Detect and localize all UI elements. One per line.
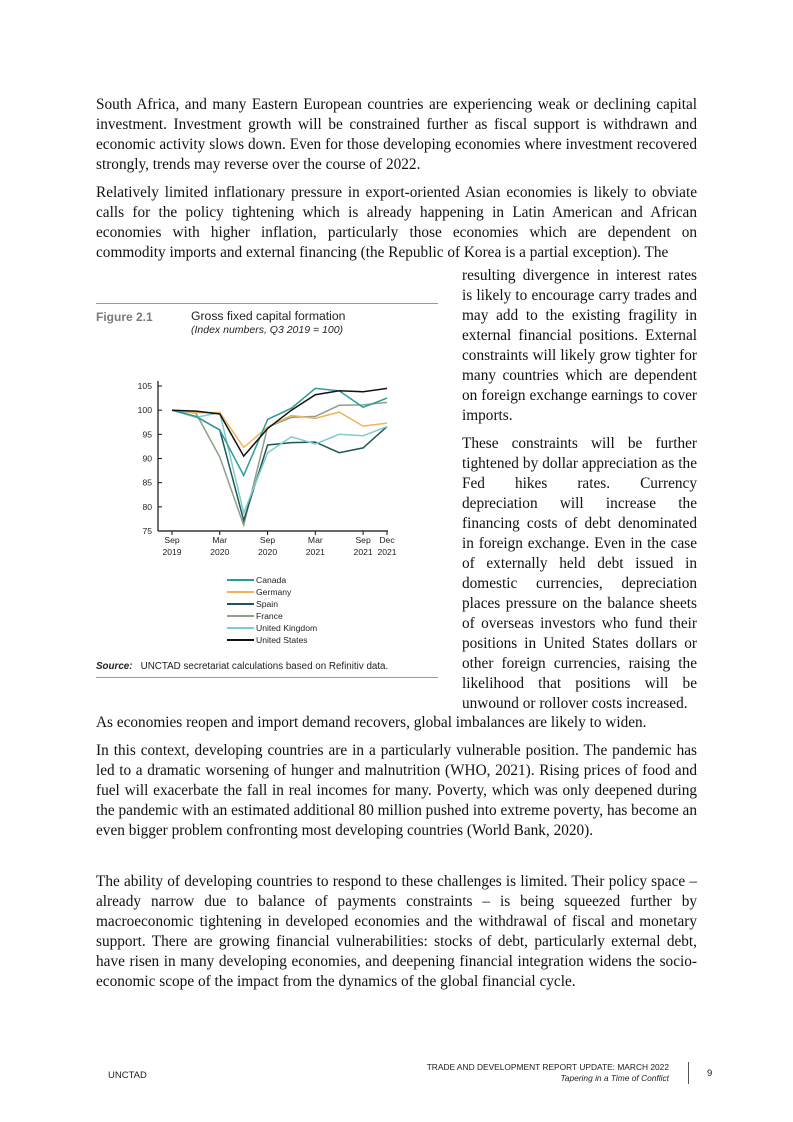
y-tick-label: 90 <box>142 453 152 464</box>
paragraph-constraints: These constraints will be further tightened by dollar appreciation as the Fed hikes rates. Currency depreciation will increase the financing costs of debt denominated in foreign exchange. Even in the case of externally held debt issued in domestic currencies, depreciation places pressure on the balance sheets of overseas investors who fund their positions in United States dollars or other foreign currencies, raising the likelihood that positions will be unwound or rollover costs increased. <box>462 435 697 712</box>
line-chart <box>96 363 438 563</box>
legend-label: Spain <box>256 599 278 609</box>
legend-swatch <box>227 615 254 617</box>
x-tick-label: 2020 <box>257 547 278 557</box>
footer-report-title: TRADE AND DEVELOPMENT REPORT UPDATE: MARCH 2022 <box>426 1062 669 1072</box>
figure-label: Figure 2.1 <box>96 310 153 324</box>
legend-label: Germany <box>256 587 292 597</box>
y-tick-label: 100 <box>137 405 152 416</box>
legend-swatch <box>227 627 254 629</box>
figure-title: Gross fixed capital formation <box>191 309 346 323</box>
x-tick-label: Mar <box>307 535 323 545</box>
legend-item-canada <box>227 574 317 586</box>
footer-report-info <box>427 1062 669 1084</box>
paragraph-global-imbalances: As economies reopen and import demand recovers, global imbalances are likely to widen. <box>96 714 647 731</box>
x-tick-label: 2021 <box>377 547 397 557</box>
legend-swatch <box>227 603 254 605</box>
page-number: 9 <box>707 1068 713 1079</box>
paragraph-vulnerable-position: In this context, developing countries are in a particularly vulnerable position. The pandemic has led to a dramatic worsening of hunger and malnutrition (WHO, 2021). Rising prices of food and fuel will exacerbate the fall in real incomes for many. Poverty, which was only deepened during the pandemic with an estimated additional 80 million pushed into extreme poverty, has become an even bigger problem confronting most developing countries (World Bank, 2020). <box>96 742 697 839</box>
x-tick-label: Dec <box>379 535 395 545</box>
figure-bottom-rule <box>96 677 438 678</box>
series-line-spain <box>172 410 387 520</box>
source-label: Source: <box>96 661 133 672</box>
legend-item-germany <box>227 586 317 598</box>
x-tick-label: Sep <box>259 535 276 545</box>
legend-item-united-states <box>227 634 317 646</box>
y-tick-label: 80 <box>142 501 152 512</box>
series-line-united-kingdom <box>172 410 387 513</box>
paragraph-divergence-continued: resulting divergence in interest rates is likely to encourage carry trades and may add to the existing fragility in external financial positions. External constraints will likely grow tighter for many countries which are dependent on foreign exchange earnings to cover imports. <box>462 267 697 424</box>
paragraph-policy-space: The ability of developing countries to respond to these challenges is limited. Their policy space – already narrow due to balance of payments constraints – is being squeezed further by macroeconomic tightening in developed economies and the withdrawal of fiscal and monetary support. There are growing financial vulnerabilities: stocks of debt, particularly external debt, have risen in many developing economies, and deepening financial integration widens the socio-economic scope of the impact from the dynamics of the global financial cycle. <box>96 873 697 990</box>
footer-divider <box>688 1062 689 1084</box>
y-tick-label: 95 <box>142 429 152 440</box>
x-tick-label: 2020 <box>210 547 230 557</box>
legend-swatch <box>227 639 254 641</box>
y-tick-label: 85 <box>142 477 152 488</box>
footer-report-subtitle: Tapering in a Time of Conflict <box>560 1073 669 1083</box>
legend-item-spain <box>227 598 317 610</box>
series-line-canada <box>172 388 387 475</box>
chart-legend <box>227 574 317 646</box>
legend-swatch <box>227 591 254 593</box>
y-tick-label: 75 <box>142 526 152 536</box>
legend-item-united-kingdom <box>227 622 317 634</box>
footer-publisher: UNCTAD <box>108 1070 147 1081</box>
paragraph-inflationary-pressure: Relatively limited inflationary pressure in export-oriented Asian economies is likely to obviate calls for the policy tightening which is already happening in Latin American and African economies with higher inflation, particularly those economies which are dependent on commodity imports and external financing (the Republic of Korea is a partial exception). The <box>96 184 697 261</box>
x-tick-label: 2021 <box>305 547 325 557</box>
legend-label: United States <box>256 635 308 645</box>
figure-2-1 <box>96 303 438 679</box>
legend-item-france <box>227 610 317 622</box>
legend-label: France <box>256 611 283 621</box>
figure-source <box>96 661 388 672</box>
x-tick-label: Sep <box>164 535 180 545</box>
legend-label: Canada <box>256 575 287 585</box>
legend-label: United Kingdom <box>256 623 318 633</box>
legend-swatch <box>227 579 254 581</box>
x-tick-label: 2019 <box>162 547 182 557</box>
y-tick-label: 105 <box>137 381 152 391</box>
source-text: UNCTAD secretariat calculations based on Refinitiv data. <box>140 661 389 672</box>
x-tick-label: 2021 <box>353 547 373 557</box>
x-tick-label: Mar <box>212 535 228 545</box>
paragraph-capital-investment: South Africa, and many Eastern European countries are experiencing weak or declining capital investment. Investment growth will be constrained further as fiscal support is withdrawn and economic activity slows down. Even for those developing economies where investment recovered strongly, trends may reverse over the course of 2022. <box>96 96 697 173</box>
figure-subtitle: (Index numbers, Q3 2019 = 100) <box>191 324 344 336</box>
figure-top-rule <box>96 303 438 304</box>
x-tick-label: Sep <box>355 535 371 545</box>
